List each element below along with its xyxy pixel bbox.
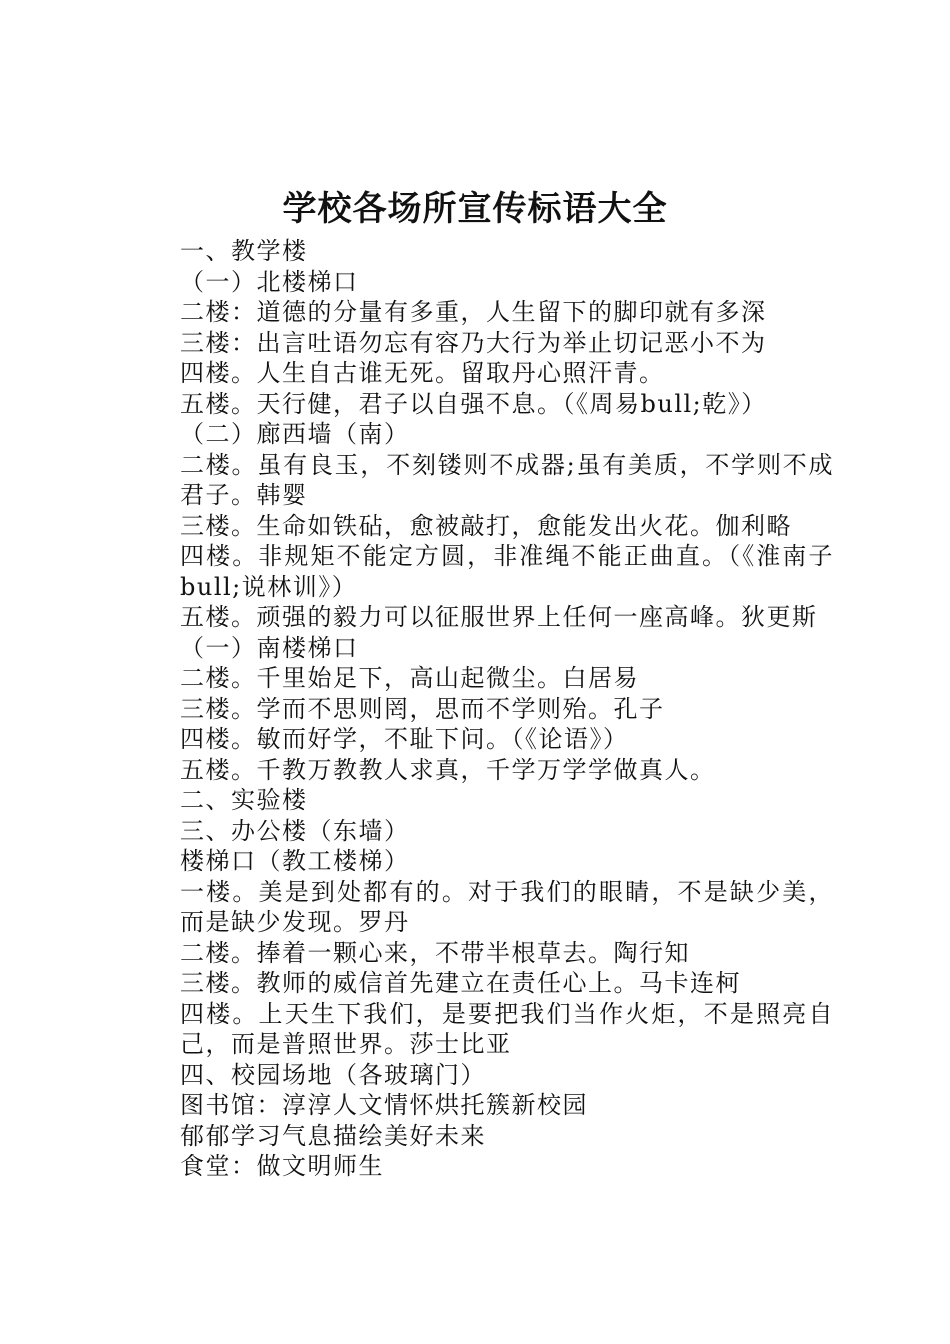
slogan-line: 二楼。千里始足下，高山起微尘。白居易 [180,664,639,692]
document-body [128,236,834,1182]
slogan-line: 图书馆：淳淳人文情怀烘托簇新校园 [180,1091,588,1119]
slogan-line: 郁郁学习气息描绘美好未来 [180,1121,486,1150]
section-heading: 二、实验楼 [180,786,308,814]
slogan-line: 五楼。天行健，君子以自强不息。（《周易bull;乾》） [180,389,767,418]
section-heading: 四、校园场地（各玻璃门） [180,1060,486,1089]
slogan-line: 四楼。敏而好学，不耻下问。（《论语》） [180,725,629,753]
slogan-line: 三楼。教师的威信首先建立在责任心上。马卡连柯 [180,969,741,997]
slogan-line: 二楼。虽有良玉，不刻镂则不成器;虽有美质，不学则不成君子。韩婴 [180,450,834,509]
slogan-line: 一楼。美是到处都有的。对于我们的眼睛，不是缺少美，而是缺少发现。罗丹 [180,877,834,936]
slogan-line: 二楼：道德的分量有多重，人生留下的脚印就有多深 [180,298,767,326]
subsection-heading: （一）北楼梯口 [180,267,359,296]
slogan-line: 三楼。学而不思则罔，思而不学则殆。孔子 [180,694,665,723]
slogan-line: 四楼。上天生下我们，是要把我们当作火炬，不是照亮自己，而是普照世界。莎士比亚 [180,999,834,1058]
slogan-line: 三楼：出言吐语勿忘有容乃大行为举止切记恶小不为 [180,328,767,357]
slogan-line: 食堂：做文明师生 [180,1152,384,1180]
slogan-line: 三楼。生命如铁砧，愈被敲打，愈能发出火花。伽利略 [180,511,792,540]
slogan-line: 五楼。千教万教教人求真，千学万学学做真人。 [180,755,716,784]
subsection-heading: （二）廊西墙（南） [180,420,410,448]
section-heading: 一、教学楼 [180,237,308,265]
slogan-line: 五楼。顽强的毅力可以征服世界上任何一座高峰。狄更斯 [180,603,818,631]
subsection-heading: 楼梯口（教工楼梯） [180,847,410,875]
slogan-line: 四楼。非规矩不能定方圆，非准绳不能正曲直。（《淮南子bull;说林训》） [180,542,834,601]
slogan-line: 二楼。捧着一颗心来，不带半根草去。陶行知 [180,938,690,967]
slogan-line: 四楼。人生自古谁无死。留取丹心照汗青。 [180,359,665,387]
document-title: 学校各场所宣传标语大全 [282,189,668,229]
subsection-heading: （一）南楼梯口 [180,633,359,662]
section-heading: 三、办公楼（东墙） [180,816,410,845]
